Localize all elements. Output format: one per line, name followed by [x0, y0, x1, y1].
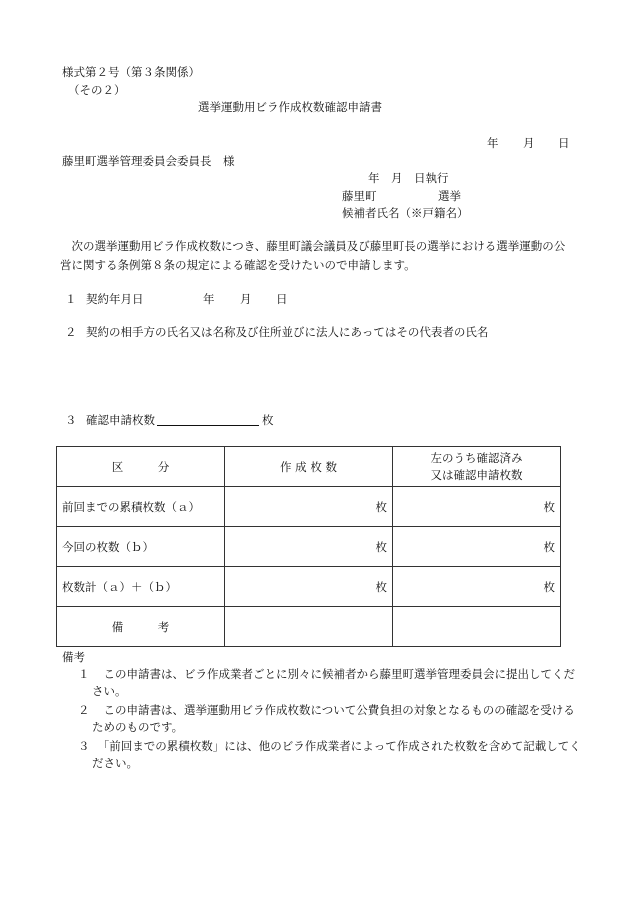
note-item [78, 702, 584, 736]
row-label: 今回の枚数（ｂ） [57, 527, 225, 567]
note-text: この申請書は、ビラ作成業者ごとに別々に候補者から藤里町選挙管理委員会に提出してください。 [92, 667, 575, 698]
sheet-count-table [56, 446, 561, 647]
item1-label: 契約年月日 [86, 292, 144, 306]
note-item [78, 666, 584, 700]
application-count-field[interactable] [157, 425, 259, 426]
table-header-row [57, 447, 561, 487]
note-text: 「前回までの累積枚数」には、他のビラ作成業者によって作成された枚数を含めて記載してください。 [92, 739, 581, 770]
confirmed-count-cell[interactable]: 枚 [393, 487, 561, 527]
item1-day: 日 [276, 292, 288, 306]
created-count-cell[interactable]: 枚 [225, 487, 393, 527]
form-number: 様式第２号（第３条関係） [62, 65, 200, 79]
notes-title: 備考 [62, 650, 85, 664]
note-number: ３ [78, 739, 90, 753]
table-row [57, 487, 561, 527]
item3-unit: 枚 [262, 413, 274, 427]
item3-number: ３ [65, 413, 77, 427]
table-row [57, 567, 561, 607]
candidate-name-label: 候補者氏名（※戸籍名） [342, 206, 469, 220]
item2-number: ２ [65, 325, 77, 339]
remarks-cell-confirmed[interactable] [393, 607, 561, 647]
item1-month: 月 [240, 292, 252, 306]
note-number: ２ [78, 703, 90, 717]
remarks-cell-created[interactable] [225, 607, 393, 647]
election-town: 藤里町 [342, 189, 377, 203]
table-row [57, 527, 561, 567]
remarks-label: 備 考 [57, 607, 225, 647]
note-number: １ [78, 667, 90, 681]
item1-number: １ [65, 292, 77, 306]
created-count-cell[interactable]: 枚 [225, 567, 393, 607]
date-year: 年 [487, 136, 499, 150]
item3-label: 確認申請枚数 [86, 413, 155, 427]
header-confirmed-line2: 又は確認申請枚数 [430, 467, 523, 482]
created-count-cell[interactable]: 枚 [225, 527, 393, 567]
addressee: 藤里町選挙管理委員会委員長 様 [62, 154, 235, 168]
item2-label: 契約の相手方の氏名又は名称及び住所並びに法人にあってはその代表者の氏名 [86, 325, 489, 339]
application-statement: 次の選挙運動用ビラ作成枚数につき、藤里町議会議員及び藤里町長の選挙における選挙運動の公営に関する条例第８条の規定による確認を受けたいので申請します。 [60, 239, 566, 272]
header-confirmed-count [393, 447, 561, 487]
row-label: 枚数計（ａ）＋（ｂ） [57, 567, 225, 607]
note-text: この申請書は、選挙運動用ビラ作成枚数について公費負担の対象となるものの確認を受けるためのものです。 [92, 703, 575, 734]
header-created-count: 作 成 枚 数 [225, 447, 393, 487]
date-month: 月 [523, 136, 535, 150]
election-label: 選挙 [438, 189, 461, 203]
header-confirmed-line1: 左のうち確認済み [430, 450, 523, 465]
confirmed-count-cell[interactable]: 枚 [393, 567, 561, 607]
confirmed-count-cell[interactable]: 枚 [393, 527, 561, 567]
table-remarks-row [57, 607, 561, 647]
date-day: 日 [558, 136, 570, 150]
document-title: 選挙運動用ビラ作成枚数確認申請書 [198, 100, 382, 114]
header-category: 区 分 [57, 447, 225, 487]
row-label: 前回までの累積枚数（ａ） [57, 487, 225, 527]
item1-year: 年 [203, 292, 215, 306]
execution-date: 年 月 日執行 [368, 171, 449, 185]
form-sub-number: （その２） [68, 83, 126, 97]
note-item [78, 738, 584, 772]
